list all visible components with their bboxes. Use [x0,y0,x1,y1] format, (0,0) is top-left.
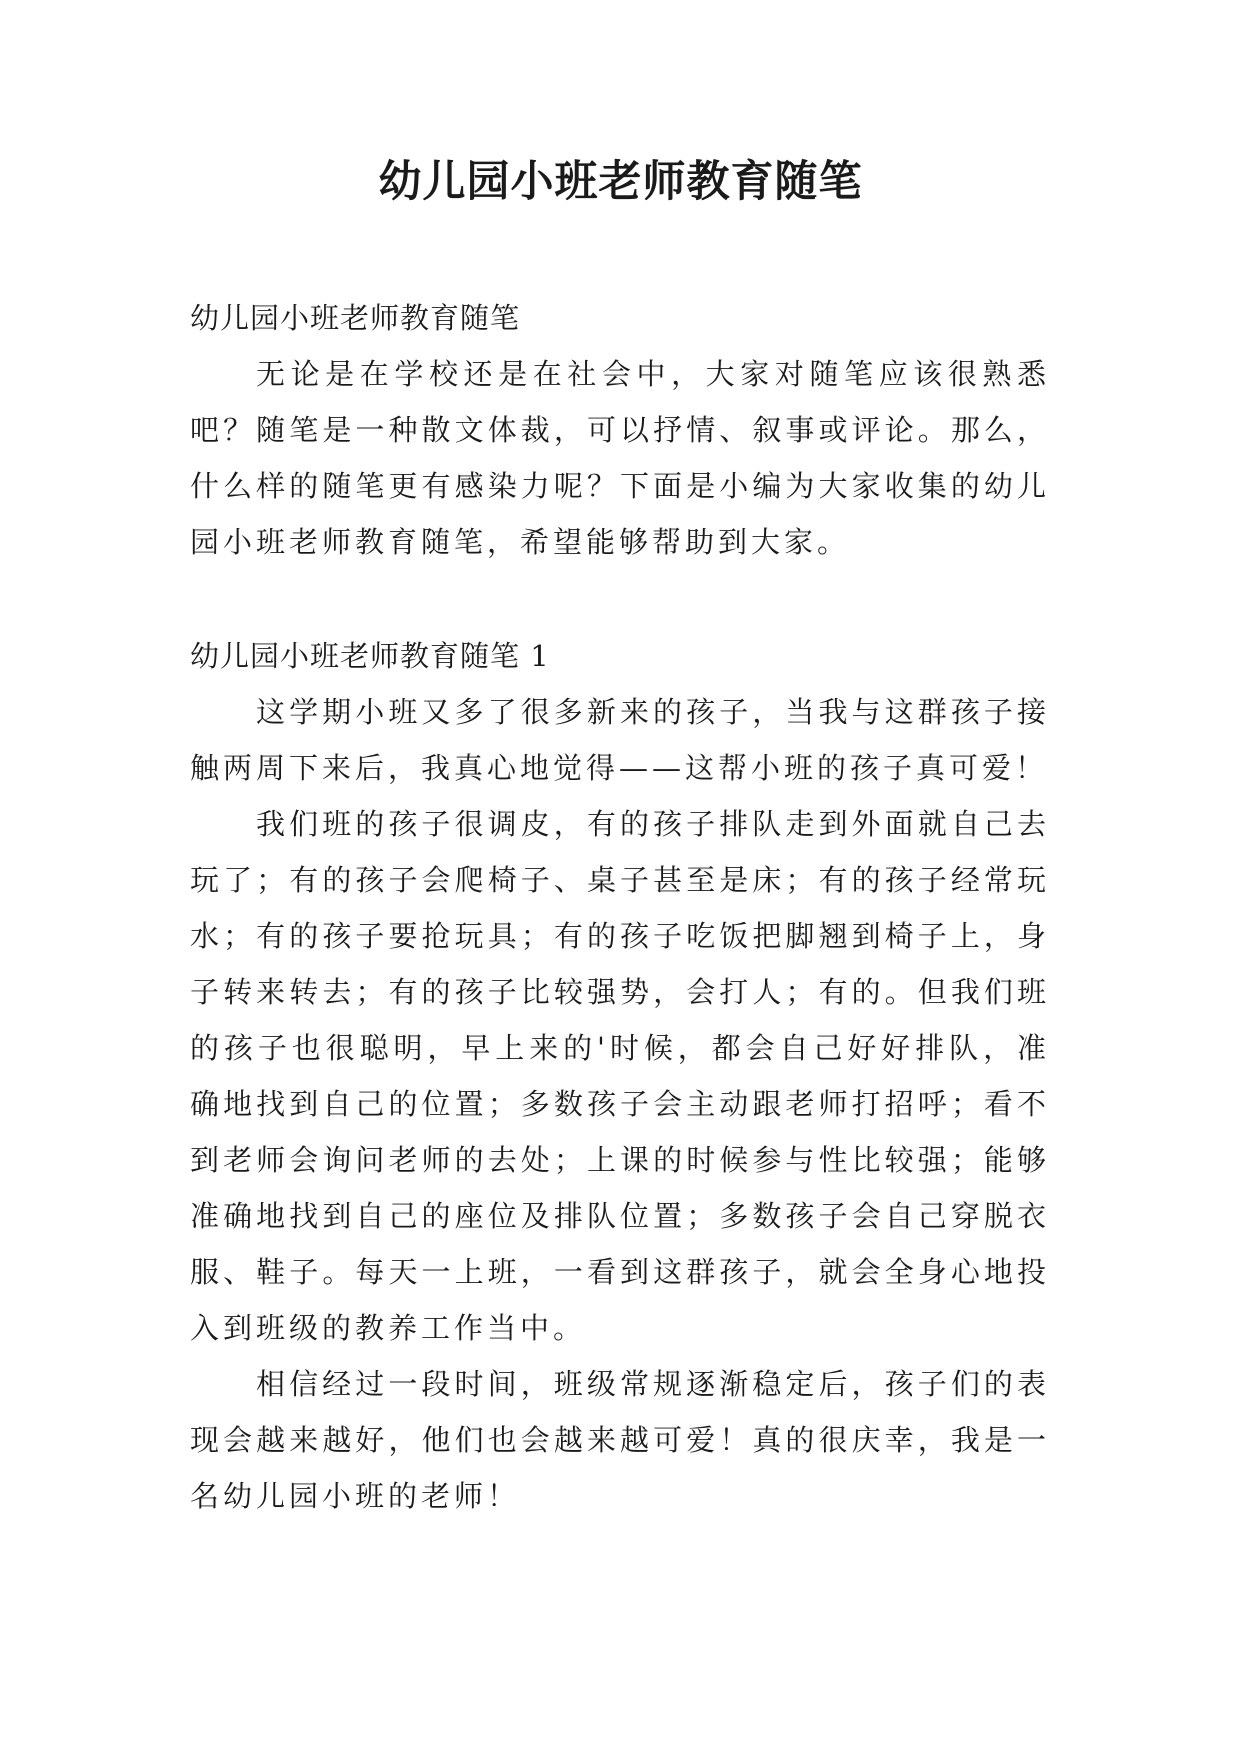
section-1-paragraph-3: 相信经过一段时间，班级常规逐渐稳定后，孩子们的表现会越来越好，他们也会越来越可爱！真的很庆幸，我是一名幼儿园小班的老师！ [190,1367,1050,1513]
document-body [190,290,1050,1524]
section-1-paragraph-1: 这学期小班又多了很多新来的孩子，当我与这群孩子接触两周下来后，我真心地觉得——这帮小班的孩子真可爱！ [190,695,1050,785]
section-spacer [190,570,1050,628]
section-1-heading: 幼儿园小班老师教育随笔 1 [190,639,550,673]
intro-paragraph: 无论是在学校还是在社会中，大家对随笔应该很熟悉吧？随笔是一种散文体裁，可以抒情、叙事或评论。那么，什么样的随笔更有感染力呢？下面是小编为大家收集的幼儿园小班老师教育随笔，希望能够帮助到大家。 [190,357,1050,559]
section-1-paragraph-2: 我们班的孩子很调皮，有的孩子排队走到外面就自己去玩了；有的孩子会爬椅子、桌子甚至是床；有的孩子经常玩水；有的孩子要抢玩具；有的孩子吃饭把脚翘到椅子上，身子转来转去；有的孩子比较强势，会打人；有的。但我们班的孩子也很聪明，早上来的'时候，都会自己好好排队，准确地找到自己的位置；多数孩子会主动跟老师打招呼；看不到老师会询问老师的去处；上课的时候参与性比较强；能够准确地找到自己的座位及排队位置；多数孩子会自己穿脱衣服、鞋子。每天一上班，一看到这群孩子，就会全身心地投入到班级的教养工作当中。 [190,807,1050,1345]
document-title: 幼儿园小班老师教育随笔 [378,157,863,207]
intro-heading: 幼儿园小班老师教育随笔 [190,301,521,335]
